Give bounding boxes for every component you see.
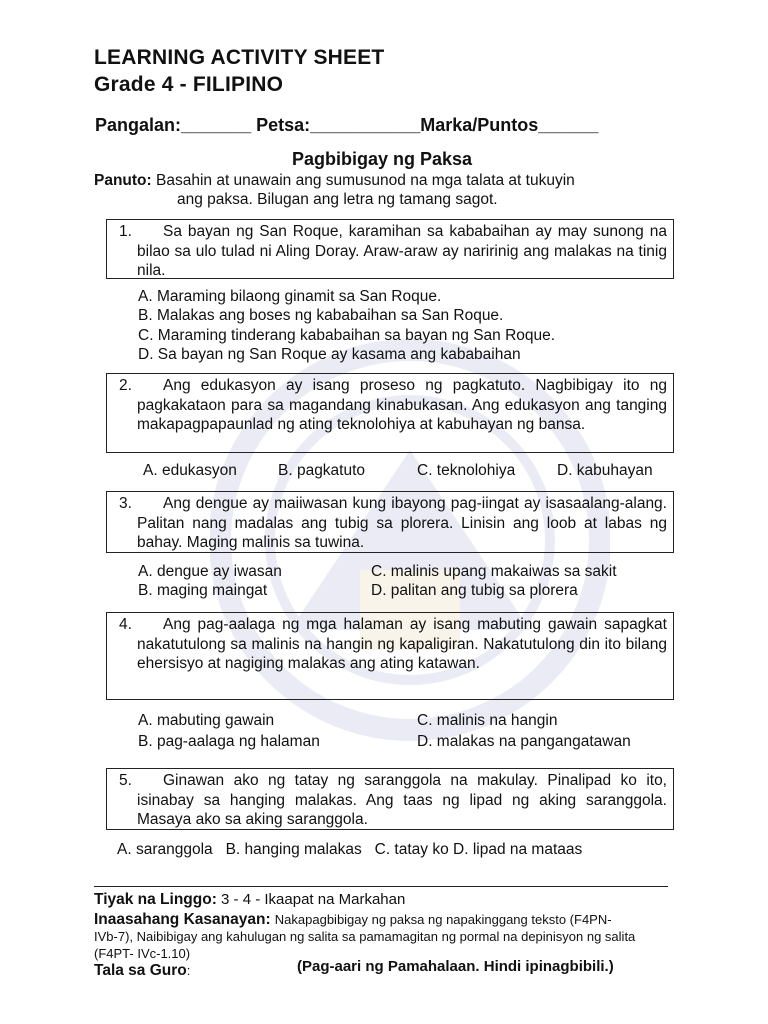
passage-box-3 [106, 491, 674, 553]
instructions-line-2: ang paksa. Bilugan ang letra ng tamang sagot. [177, 191, 498, 208]
item-number: 1. [119, 223, 132, 240]
passage-text: Sa bayan ng San Roque, karamihan sa kababaihan ay may sunong na bilao sa ulo tulad ni Aling Doray. Araw-araw ay naririnig ang malakas na tinig nila. [137, 223, 667, 279]
options-line-5[interactable]: A. saranggola B. hanging malakas C. tatay ko D. lipad na mataas [117, 841, 583, 858]
passage-box-2 [106, 373, 674, 453]
item-number: 2. [119, 377, 132, 394]
option-3b[interactable]: B. maging maingat [138, 582, 268, 599]
option-3c[interactable]: C. malinis upang makaiwas sa sakit [371, 563, 617, 580]
option-4d[interactable]: D. malakas na pangangatawan [417, 733, 631, 750]
option-1c[interactable]: C. Maraming tinderang kababaihan sa bayan ng San Roque. [138, 327, 556, 344]
passage-text: Ginawan ako ng tatay ng saranggola na makulay. Pinalipad ko ito, isinabay sa hanging malakas. Ang taas ng lipad ng aking saranggola. Masaya ako sa aking saranggola. [137, 772, 667, 828]
item-number: 3. [119, 495, 132, 512]
footer-divider [94, 886, 668, 887]
instructions-label: Panuto: [94, 172, 152, 189]
item-number: 4. [119, 616, 132, 633]
grade-subject: Grade 4 - FILIPINO [94, 73, 284, 96]
option-1b[interactable]: B. Malakas ang boses ng kababaihan sa San Roque. [138, 307, 504, 324]
option-2b[interactable]: B. pagkatuto [278, 462, 366, 479]
instructions-line-1: Basahin at unawain ang sumusunod na mga talata at tukuyin [156, 172, 575, 189]
page-title: Pagbibigay ng Paksa [291, 149, 473, 169]
option-2d[interactable]: D. kabuhayan [557, 462, 653, 479]
ownership-note: (Pag-aari ng Pamahalaan. Hindi ipinagbibili.) [297, 958, 614, 975]
teacher-note [94, 962, 190, 979]
option-3a[interactable]: A. dengue ay iwasan [138, 563, 282, 580]
option-4c[interactable]: C. malinis na hangin [417, 712, 558, 729]
option-1d[interactable]: D. Sa bayan ng San Roque ay kasama ang kababaihan [138, 346, 521, 363]
option-2c[interactable]: C. teknolohiya [417, 462, 516, 479]
passage-text: Ang edukasyon ay isang proseso ng pagkatuto. Nagbibigay ito ng pagkakataon para sa magandang kinabukasan. Ang edukasyon ang tanging makapagpapaunlad ng ating teknolohiya at kabuhayan ng bansa. [137, 377, 667, 433]
passage-text: Ang dengue ay maiiwasan kung ibayong pag-iingat ay isasaalang-alang. Palitan nang madalas ang tubig sa plorera. Linisin ang loob at labas ng bahay. Maging malinis sa tuwina. [137, 495, 667, 551]
option-4a[interactable]: A. mabuting gawain [138, 712, 275, 729]
teacher-label: Tala sa Guro [94, 962, 187, 979]
passage-box-1 [106, 219, 674, 279]
passage-text: Ang pag-aalaga ng mga halaman ay isang mabuting gawain sapagkat nakatutulong sa malinis na hangin ng kapaligiran. Nakatutulong din ito bilang ehersisyo at nagiging malakas ang ating katawan. [137, 616, 667, 672]
teacher-colon: : [186, 963, 191, 978]
passage-box-4 [106, 612, 674, 700]
sheet-title: LEARNING ACTIVITY SHEET [94, 46, 385, 69]
competency-label: Inaasahang Kasanayan: [94, 911, 271, 928]
competency-value-3: (F4PT- IVc-1.10) [94, 946, 191, 961]
item-number: 5. [119, 772, 132, 789]
option-3d[interactable]: D. palitan ang tubig sa plorera [371, 582, 578, 599]
competency-value-2: IVb-7), Naibibigay ang kahulugan ng salita sa pamamagitan ng pormal na depinisyon ng salita [94, 929, 636, 944]
instructions [94, 171, 676, 209]
student-info-line[interactable]: Pangalan:_______ Petsa:___________Marka/Puntos______ [95, 115, 599, 135]
competency-block [94, 911, 684, 962]
week-line [94, 891, 405, 908]
passage-box-5 [106, 768, 674, 830]
week-value: 3 - 4 - Ikaapat na Markahan [221, 891, 406, 908]
week-label: Tiyak na Linggo: [94, 891, 217, 908]
competency-value-1: Nakapagbibigay ng paksa ng napakinggang teksto (F4PN- [274, 912, 612, 927]
option-4b[interactable]: B. pag-aalaga ng halaman [138, 733, 320, 750]
option-2a[interactable]: A. edukasyon [143, 462, 237, 479]
option-1a[interactable]: A. Maraming bilaong ginamit sa San Roque. [138, 288, 442, 305]
